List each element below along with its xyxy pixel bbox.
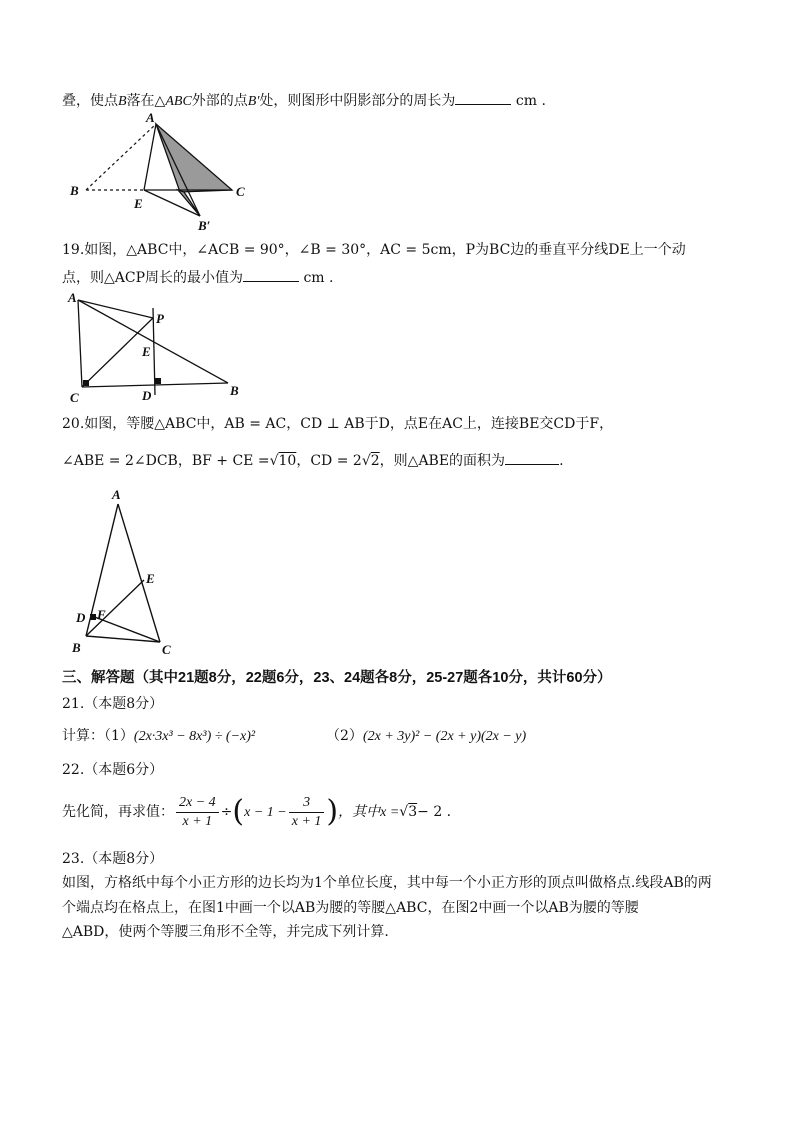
label-C: C	[236, 184, 245, 199]
label-A: A	[68, 290, 77, 305]
q21-expressions: 计算：（1）(2x·3x³ − 8x³) ÷ (−x)² （2）(2x + 3y)² − (2x + y)(2x − y)	[62, 728, 527, 744]
label-E: E	[146, 571, 155, 586]
answer-blank[interactable]	[505, 450, 559, 465]
label-F: F	[97, 607, 106, 622]
label-D: D	[142, 388, 152, 403]
section-title: 三、解答题（其中21题8分，22题6分，23、24题各8分，25-27题各10分，共计60分）	[62, 670, 612, 686]
label-P: P	[156, 311, 164, 326]
label-A: A	[146, 110, 155, 125]
right-angle-mark-D	[90, 614, 96, 620]
answer-blank[interactable]	[455, 90, 511, 105]
sqrt-sign: √	[269, 453, 279, 469]
label-E: E	[142, 344, 151, 359]
label-B: B	[72, 640, 81, 655]
q23-line2: 个端点均在格点上，在图1中画一个以AB为腰的等腰△ABC，在图2中画一个以AB为腰的等腰	[62, 900, 639, 916]
q21-expr1: (2x·3x³ − 8x³) ÷ (−x)²	[133, 729, 256, 744]
q19-figure	[62, 290, 252, 405]
q19-line2: 点，则△ACP周长的最小值为 cm .	[62, 267, 334, 288]
label-C: C	[162, 642, 171, 657]
right-angle-mark-C	[83, 380, 89, 386]
label-D: D	[76, 610, 86, 625]
perpendicular-bisector	[153, 308, 155, 395]
q21-header: 21.（本题8分）	[62, 696, 164, 712]
q22-expression: 先化简，再求值： $\frac{2x - 4}{x + 1}$ ÷(x − 1 − $\frac{3}{x + 1}$ )，其中x =√3− 2 .	[62, 794, 452, 829]
shaded-triangle-upper	[156, 124, 232, 192]
q18-text: 叠，使点B落在△ABC外部的点B′处，则图形中阴影部分的周长为 cm .	[62, 90, 546, 112]
q20-figure	[72, 488, 192, 658]
label-Bp: B′	[198, 218, 211, 233]
label-B: B	[70, 183, 79, 198]
fraction-2: $\frac{3}{x + 1}$	[289, 794, 325, 831]
q19-line1: 19.如图，△ABC中，∠ACB = 90°，∠B = 30°，AC = 5cm，P为BC边的垂直平分线DE上一个动	[62, 242, 686, 258]
q20-line1: 20.如图，等腰△ABC中，AB = AC，CD ⊥ AB于D，点E在AC上，连接BE交CD于F，	[62, 416, 614, 432]
q18-figure	[60, 112, 260, 232]
answer-blank[interactable]	[243, 267, 299, 282]
q23-header: 23.（本题8分）	[62, 851, 164, 867]
right-angle-mark-D	[155, 378, 161, 384]
label-B: B	[230, 383, 239, 398]
fraction-1: $\frac{2x - 4}{x + 1}$	[176, 794, 219, 831]
q22-header: 22.（本题6分）	[62, 762, 164, 778]
label-C: C	[70, 390, 79, 405]
q23-line3: △ABD，使两个等腰三角形不全等，并完成下列计算.	[62, 924, 389, 940]
q23-line1: 如图，方格纸中每个小正方形的边长均为1个单位长度，其中每一个小正方形的顶点叫做格点.线段AB的两	[62, 875, 712, 891]
q20-line2: ∠ABE = 2∠DCB，BF + CE =√10，CD = 2√2，则△ABE的面积为 .	[62, 450, 564, 471]
label-E: E	[134, 196, 143, 211]
label-A: A	[112, 487, 121, 502]
q21-expr2: (2x + 3y)² − (2x + y)(2x − y)	[362, 729, 527, 744]
